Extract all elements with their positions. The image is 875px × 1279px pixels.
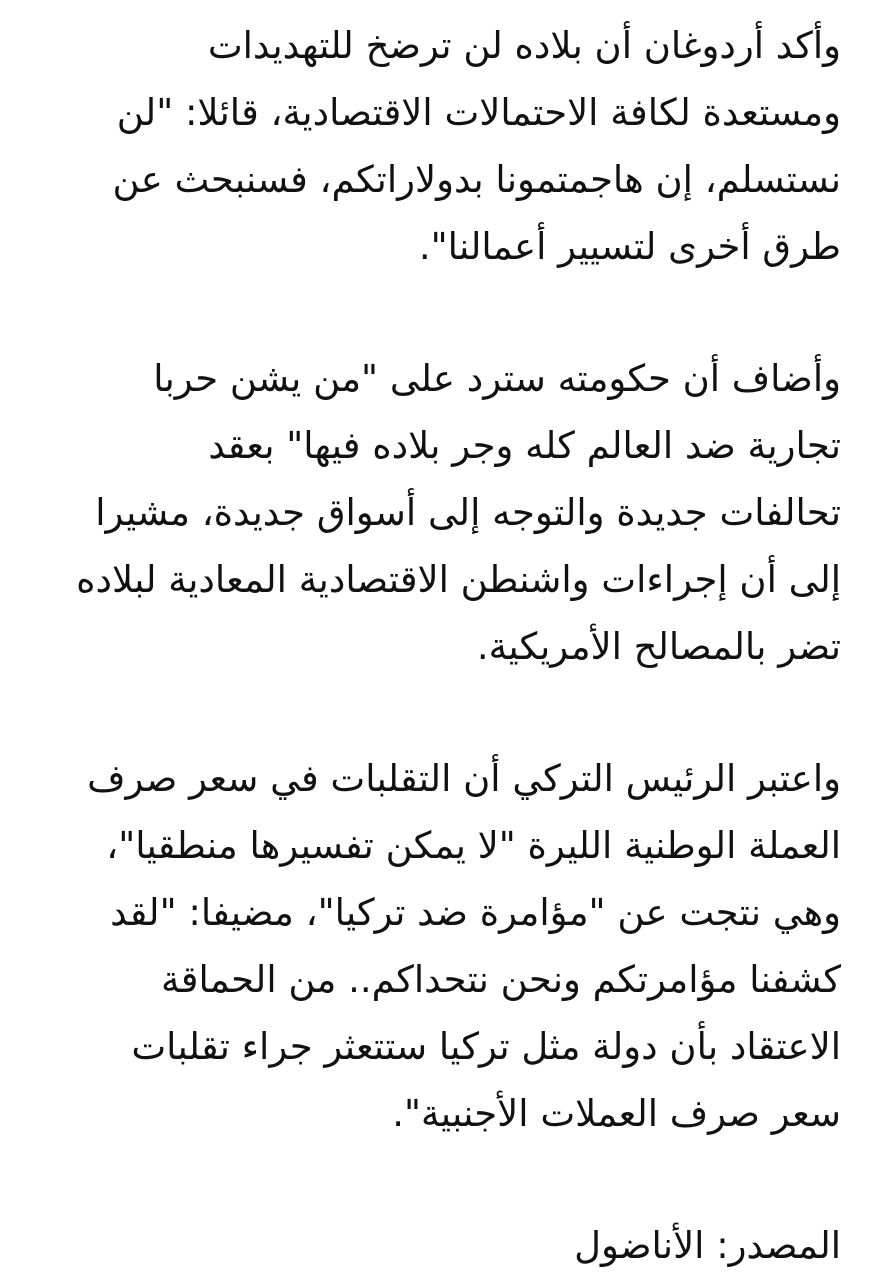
paragraph-3 — [34, 745, 841, 1147]
paragraph-line: كشفنا مؤامرتكم ونحن نتحداكم.. من الحماقة — [160, 958, 841, 1001]
paragraph-line: إلى أن إجراءات واشنطن الاقتصادية المعادية لبلاده — [76, 558, 841, 601]
paragraph-1 — [34, 12, 841, 280]
paragraph-line: واعتبر الرئيس التركي أن التقلبات في سعر صرف — [87, 757, 841, 800]
source-credit: المصدر: الأناضول — [574, 1224, 841, 1267]
paragraph-line: وأكد أردوغان أن بلاده لن ترضخ للتهديدات — [207, 24, 841, 67]
paragraph-spacer — [34, 1147, 841, 1212]
paragraph-line: نستسلم، إن هاجمتمونا بدولاراتكم، فسنبحث عن — [112, 158, 841, 201]
paragraph-spacer — [34, 680, 841, 745]
paragraph-line: تضر بالمصالح الأمريكية. — [476, 625, 841, 668]
paragraph-line: طرق أخرى لتسيير أعمالنا". — [418, 225, 841, 268]
paragraph-line: تجارية ضد العالم كله وجر بلاده فيها" بعقد — [208, 424, 841, 467]
paragraph-line: سعر صرف العملات الأجنبية". — [392, 1092, 841, 1135]
paragraph-spacer — [34, 280, 841, 345]
paragraph-line: الاعتقاد بأن دولة مثل تركيا ستتعثر جراء تقلبات — [131, 1025, 841, 1068]
paragraph-line: ومستعدة لكافة الاحتمالات الاقتصادية، قائلا: "لن — [116, 91, 841, 134]
paragraph-line: وأضاف أن حكومته سترد على "من يشن حربا — [153, 357, 841, 400]
paragraph-line: وهي نتجت عن "مؤامرة ضد تركيا"، مضيفا: "لقد — [110, 891, 841, 934]
paragraph-line: العملة الوطنية الليرة "لا يمكن تفسيرها منطقيا"، — [106, 824, 841, 867]
paragraph-2 — [34, 345, 841, 680]
paragraph-line: تحالفات جديدة والتوجه إلى أسواق جديدة، مشيرا — [95, 491, 841, 534]
